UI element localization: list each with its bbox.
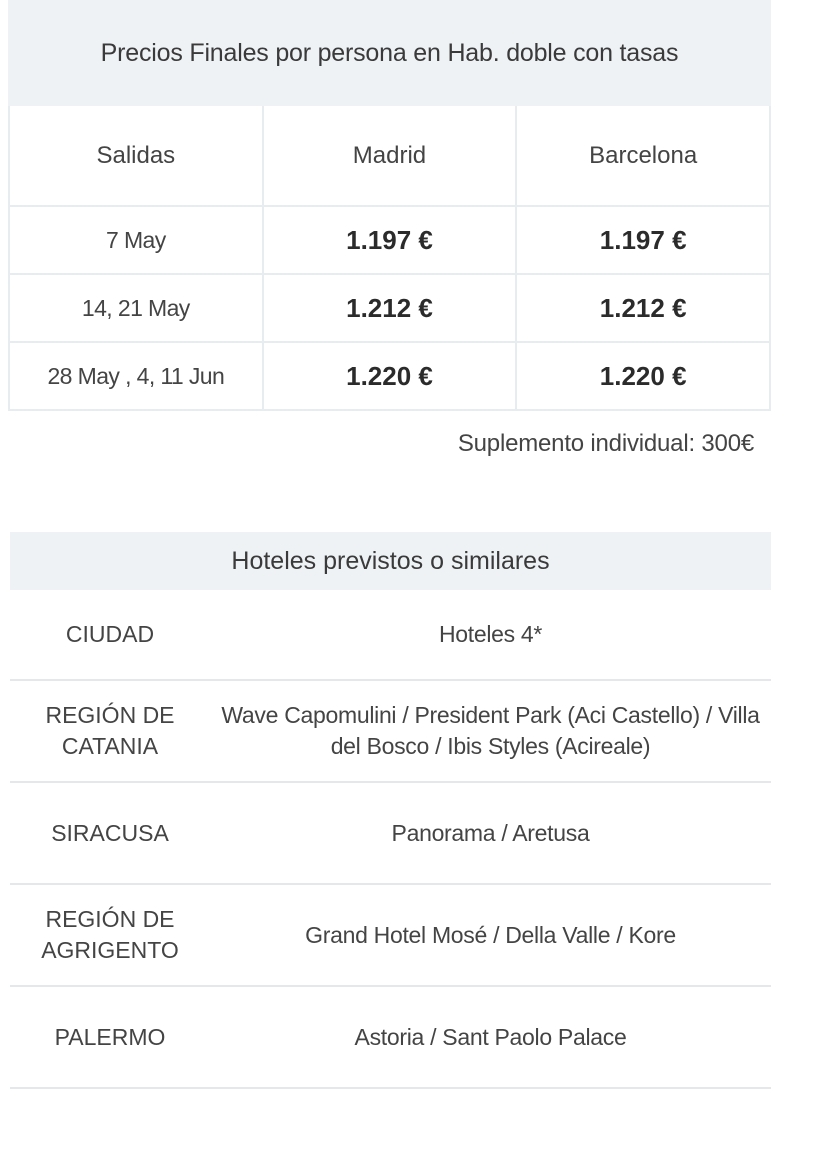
price-barcelona: 1.220 € [516, 342, 770, 410]
departure-date: 28 May , 4, 11 Jun [9, 342, 263, 410]
hotels-section [10, 532, 771, 1089]
hotel-city: CIUDAD [65, 621, 155, 647]
column-header-barcelona: Barcelona [516, 106, 770, 206]
table-row [10, 987, 771, 1089]
table-row [10, 885, 771, 987]
single-supplement-note: Suplemento individual: 300€ [457, 430, 754, 457]
hotel-city: REGIÓN DE AGRIGENTO [41, 906, 179, 963]
departure-date: 14, 21 May [9, 274, 263, 342]
price-madrid: 1.197 € [263, 206, 517, 274]
price-section [8, 0, 771, 411]
table-row [10, 783, 771, 885]
hotel-names: Wave Capomulini / President Park (Aci Castello) / Villa del Bosco / Ibis Styles (Acireale) [221, 702, 760, 759]
table-row [10, 590, 771, 681]
hotel-names: Astoria / Sant Paolo Palace [354, 1023, 627, 1050]
hotel-names: Panorama / Aretusa [391, 819, 590, 846]
hotel-city: REGIÓN DE CATANIA [45, 702, 175, 759]
price-madrid: 1.212 € [263, 274, 517, 342]
table-row [9, 274, 770, 342]
table-row [10, 681, 771, 783]
price-table [8, 106, 771, 411]
hotel-city: SIRACUSA [51, 819, 169, 846]
hotel-names: Hoteles 4* [438, 621, 543, 647]
table-row [9, 342, 770, 410]
hotels-table-title: Hoteles previstos o similares [10, 532, 771, 590]
table-row [9, 206, 770, 274]
column-header-madrid: Madrid [263, 106, 517, 206]
price-barcelona: 1.197 € [516, 206, 770, 274]
hotel-names: Grand Hotel Mosé / Della Valle / Kore [305, 921, 676, 948]
price-barcelona: 1.212 € [516, 274, 770, 342]
price-madrid: 1.220 € [263, 342, 517, 410]
hotel-city: PALERMO [54, 1023, 166, 1050]
departure-date: 7 May [9, 206, 263, 274]
price-table-title: Precios Finales por persona en Hab. doble con tasas [8, 0, 771, 106]
price-table-header-row [9, 106, 770, 206]
column-header-departures: Salidas [9, 106, 263, 206]
